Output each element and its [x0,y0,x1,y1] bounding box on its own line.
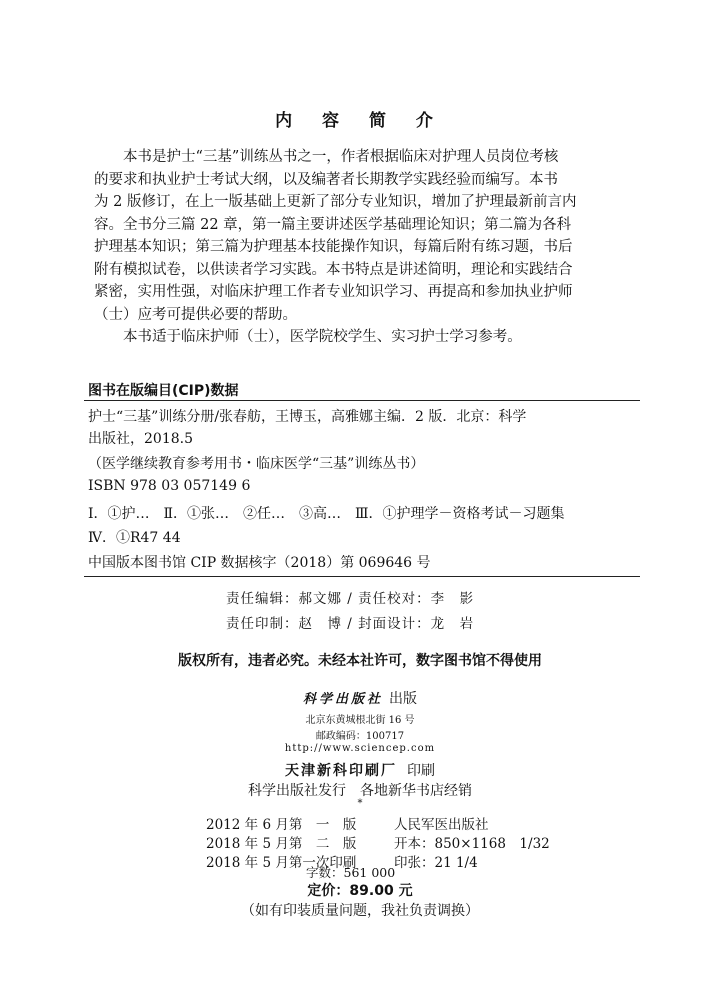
staff-printing: 责任印制：赵 博 / 封面设计：龙 岩 [226,616,475,632]
intro-line: 紧密，实用性强，对临床护理工作者专业知识学习、再提高和参加执业护师 [94,284,573,300]
edition-format: 开本：850×1168 1/32 [394,836,550,852]
edition-words: 字数：561 000 [306,865,396,880]
intro-line: 为 2 版修订，在上一版基础上更新了部分专业知识，增加了护理最新前言内 [94,194,577,210]
divider [84,576,640,577]
publisher-address: 北京东黄城根北街 16 号 [305,715,415,726]
edition-second: 2018 年 5 月第 二 版 [206,836,357,852]
publisher-role: 出版 [389,691,417,707]
intro-audience: 本书适于临床护师（士），医学院校学生、实习护士学习参考。 [123,329,522,345]
separator-star: * [357,798,363,809]
edition-sheets: 印张：21 1/4 [394,855,478,871]
staff-editor: 责任编辑：郝文娜 / 责任校对：李 影 [226,591,475,607]
cip-line: 出版社，2018.5 [88,431,193,447]
publisher-line [0,688,720,708]
intro-line: 容。全书分三篇 22 章，第一篇主要讲述医学基础理论知识；第二篇为各科 [94,216,572,233]
cip-series: （医学继续教育参考用书・临床医学“三基”训练丛书） [88,456,425,472]
divider [84,400,640,401]
cip-isbn: ISBN 978 03 057149 6 [88,478,251,494]
printer-name: 天津新科印刷厂 [285,763,397,779]
edition-first: 2012 年 6 月第 一 版 [206,817,357,833]
publisher-postcode: 邮政编码：100717 [315,731,405,742]
intro-line: 附有模拟试卷，以供读者学习实践。本书特点是讲述简明，理论和实践结合 [94,261,573,278]
edition-first-publisher: 人民军医出版社 [394,817,489,833]
intro-line: 本书是护士“三基”训练丛书之一，作者根据临床对护理人员岗位考核 [123,149,559,165]
cip-heading: 图书在版编目(CIP)数据 [88,383,239,399]
intro-line: （士）应考可提供必要的帮助。 [94,306,297,323]
printer-line [0,760,720,780]
printer-role: 印刷 [407,763,435,779]
publisher-url: http://www.sciencep.com [284,743,436,754]
distribution-line: 科学出版社发行 各地新华书店经销 [248,783,472,799]
edition-printing: 2018 年 5 月第一次印刷 [206,855,357,871]
cip-subjects: Ⅰ．①护… Ⅱ．①张… ②任… ③高… Ⅲ．①护理学－资格考试－习题集 [88,506,565,522]
cip-classification: Ⅳ．①R47 44 [88,530,181,546]
intro-line: 护理基本知识；第三篇为护理基本技能操作知识，每篇后附有练习题，书后 [94,239,573,255]
intro-line: 的要求和执业护士考试大纲，以及编著者长期教学实践经验而编写。本书 [94,171,558,188]
cip-line: 护士“三基”训练分册/张春舫，王博玉，高雅娜主编．2 版．北京：科学 [88,409,527,425]
quality-note: （如有印装质量问题，我社负责调换） [241,903,479,919]
rights-notice: 版权所有，违者必究。未经本社许可，数字图书馆不得使用 [178,653,542,669]
price: 定价：89.00 元 [307,883,413,899]
cip-record: 中国版本图书馆 CIP 数据核字（2018）第 069646 号 [88,555,431,571]
intro-section [94,146,639,349]
publisher-logo: 科学出版社 [302,692,383,707]
page-title: 内 容 简 介 [275,111,445,131]
